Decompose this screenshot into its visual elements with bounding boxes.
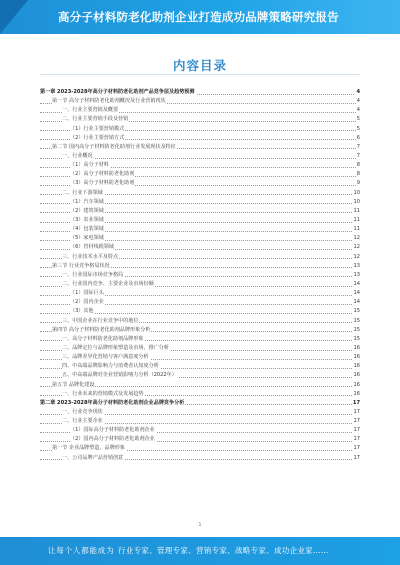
toc-entry-page: 17: [353, 426, 360, 435]
toc-entry[interactable]: [40, 444, 360, 453]
toc-entry[interactable]: [40, 353, 360, 362]
toc-entry-page: 13: [353, 262, 360, 271]
toc-entry-title: （5）家电领域: [70, 234, 105, 243]
header-banner: [0, 0, 400, 34]
toc-entry-title: 二、行业国内竞争、主要企业及市场份额: [62, 280, 155, 289]
toc-entry-page: 15: [353, 335, 360, 344]
toc-entry-title: 一、公司品牌产品营销创意: [62, 454, 124, 463]
toc-entry-title: （6）管材线缆领域: [70, 243, 115, 252]
toc-entry-page: 11: [353, 207, 360, 216]
toc-entry-title: 二、行业主要企业: [62, 417, 104, 426]
toc-entry-page: 15: [353, 326, 360, 335]
toc-entry[interactable]: [40, 362, 360, 371]
toc-entry-page: 7: [356, 143, 360, 152]
toc-entry-page: 4: [355, 88, 360, 97]
toc-entry-title: 三、行业技术水平及特点: [62, 253, 119, 262]
toc-entry-page: 4: [356, 97, 360, 106]
toc-entry-title: 第五节 品牌化建设: [52, 381, 95, 390]
toc-entry-title: （3）其他: [70, 307, 95, 316]
toc-entry[interactable]: [40, 271, 360, 280]
toc-entry-title: 一、行业国际市场竞争格局: [62, 271, 124, 280]
toc-entry-page: 4: [356, 106, 360, 115]
toc-entry[interactable]: [40, 280, 360, 289]
toc-entry-page: 11: [353, 225, 360, 234]
document-title: 高分子材料防老化助剂企业打造成功品牌策略研究报告: [58, 10, 339, 24]
toc-entry-page: 17: [353, 444, 360, 453]
toc-entry-page: 17: [353, 408, 360, 417]
toc-entry-page: 14: [353, 289, 360, 298]
toc-entry[interactable]: [40, 399, 360, 408]
toc-entry-title: 第四节 高分子材料防老化助剂品牌形象分析: [52, 326, 151, 335]
toc-entry-page: 16: [353, 390, 360, 399]
toc-entry-title: （2）行业主要营销方式: [70, 134, 125, 143]
footer-slogan: 让每个人都能成为: [48, 546, 115, 555]
toc-entry-title: 二、行业下游领域: [62, 189, 104, 198]
toc-entry-title: 三、品牌差异化营销与客户满意度分析: [62, 353, 150, 362]
toc-entry[interactable]: [40, 408, 360, 417]
toc-entry[interactable]: [40, 371, 360, 380]
toc-entry-page: 5: [356, 115, 360, 124]
toc-entry-page: 7: [356, 152, 360, 161]
toc-entry-title: （3）高分子材料防老化助剂: [70, 179, 135, 188]
toc-entry[interactable]: [40, 234, 360, 243]
toc-entry-title: （2）高分子材料防老化助剂: [70, 170, 135, 179]
toc-entry-page: 14: [353, 298, 360, 307]
toc-entry[interactable]: [40, 298, 360, 307]
toc-entry-title: 一、行业概况: [62, 152, 94, 161]
toc-entry-title: 一、高分子材料防老化助剂品牌形象: [62, 335, 145, 344]
toc-entry-title: 第一章 2023-2028年高分子材料防老化助剂产品竞争层及趋势预测: [40, 88, 196, 97]
toc-divider: [40, 74, 360, 75]
toc-entry-page: 15: [353, 317, 360, 326]
toc-entry-title: （1）国际高分子材料防老化助剂企业: [70, 426, 156, 435]
footer-roles: 行业专家、管理专家、营销专家、战略专家、成功企业家……: [118, 546, 329, 555]
toc-entry[interactable]: [40, 134, 360, 143]
toc-entry-title: 第二章 2023-2028年高分子材料防老化助剂企业品牌竞争分析: [40, 399, 185, 408]
toc-entry[interactable]: [40, 198, 360, 207]
toc-entry-page: 10: [353, 198, 360, 207]
toc-entry-page: 15: [353, 307, 360, 316]
table-of-contents: [40, 88, 360, 463]
toc-entry-page: 17: [353, 417, 360, 426]
toc-entry[interactable]: [40, 207, 360, 216]
toc-entry[interactable]: [40, 381, 360, 390]
toc-entry-title: （1）汽车领域: [70, 198, 105, 207]
toc-entry[interactable]: [40, 307, 360, 316]
toc-entry-title: 第一节 企业品牌塑造、品牌形象: [52, 444, 126, 453]
toc-entry-page: 17: [353, 435, 360, 444]
toc-entry-title: （2）建筑领域: [70, 207, 105, 216]
toc-entry-page: 13: [353, 271, 360, 280]
toc-entry-title: 五、中高端品牌对企业营销影响力分析（2022年）: [62, 371, 178, 380]
toc-entry-title: 第三节 行业竞争格局状况: [52, 262, 111, 271]
header-accent-shape: [0, 0, 28, 34]
page-number: 1: [198, 522, 202, 528]
toc-entry-title: （4）包装领域: [70, 225, 105, 234]
toc-entry-title: 第二节 国内高分子材料防老化助剂行业发展现状及特征: [52, 143, 177, 152]
toc-entry-title: 二、行业主要营销手段及营销: [62, 115, 129, 124]
toc-entry-title: 一、行业主要营销及概要: [62, 106, 119, 115]
toc-entry-page: 5: [356, 125, 360, 134]
toc-entry-title: （1）国际巨头: [70, 289, 105, 298]
toc-entry-page: 10: [353, 189, 360, 198]
toc-entry[interactable]: [40, 289, 360, 298]
toc-entry-page: 12: [353, 243, 360, 252]
toc-entry-page: 12: [353, 234, 360, 243]
toc-entry-page: 16: [353, 344, 360, 353]
toc-entry-page: 11: [353, 216, 360, 225]
toc-entry[interactable]: [40, 435, 360, 444]
toc-entry[interactable]: [40, 417, 360, 426]
toc-entry[interactable]: [40, 317, 360, 326]
toc-entry[interactable]: [40, 161, 360, 170]
toc-entry-title: （1）高分子材料: [70, 161, 110, 170]
toc-entry-page: 12: [353, 253, 360, 262]
toc-entry[interactable]: [40, 106, 360, 115]
toc-entry[interactable]: [40, 426, 360, 435]
toc-entry-title: 第一节 高分子材料防老化助剂概况及行业营销现状: [52, 97, 167, 106]
toc-entry[interactable]: [40, 97, 360, 106]
toc-entry[interactable]: [40, 454, 360, 463]
toc-entry[interactable]: [40, 243, 360, 252]
toc-entry-page: 16: [353, 353, 360, 362]
toc-entry[interactable]: [40, 143, 360, 152]
toc-entry-page: 16: [353, 371, 360, 380]
toc-entry-page: 17: [353, 454, 360, 463]
toc-entry-page: 16: [353, 362, 360, 371]
toc-entry-title: （3）农业领域: [70, 216, 105, 225]
toc-entry[interactable]: [40, 125, 360, 134]
toc-entry[interactable]: [40, 390, 360, 399]
toc-entry-page: 16: [353, 381, 360, 390]
toc-entry[interactable]: [40, 152, 360, 161]
toc-entry[interactable]: [40, 189, 360, 198]
toc-entry-title: 一、行业竞争现状: [62, 408, 104, 417]
toc-entry[interactable]: [40, 225, 360, 234]
toc-entry[interactable]: [40, 216, 360, 225]
toc-entry[interactable]: [40, 344, 360, 353]
toc-entry[interactable]: [40, 335, 360, 344]
toc-entry[interactable]: [40, 88, 360, 97]
toc-entry-title: 四、中高端品牌影响力与消费者认知度分析: [62, 362, 160, 371]
toc-entry-page: 9: [356, 179, 360, 188]
toc-heading: 内容目录: [172, 58, 227, 73]
toc-entry[interactable]: [40, 253, 360, 262]
toc-entry[interactable]: [40, 179, 360, 188]
toc-entry-title: （2）国内企业: [70, 298, 105, 307]
footer-banner: [0, 537, 400, 565]
toc-entry[interactable]: [40, 115, 360, 124]
toc-entry-page: 8: [356, 161, 360, 170]
toc-entry-title: （2）国内高分子材料防老化助剂企业: [70, 435, 156, 444]
toc-entry-title: 三、中国企业在行业竞争中的地位: [62, 317, 139, 326]
toc-entry-page: 17: [352, 399, 360, 408]
toc-entry-page: 6: [356, 134, 360, 143]
toc-entry[interactable]: [40, 326, 360, 335]
toc-entry-title: 一、行业未来的营销模式及发展趋势: [62, 390, 145, 399]
toc-entry[interactable]: [40, 262, 360, 271]
toc-entry-page: 8: [356, 170, 360, 179]
toc-entry-title: 二、品牌定位与品牌形象塑造及市场、推广分析: [62, 344, 170, 353]
toc-entry-page: 14: [353, 280, 360, 289]
toc-entry-title: （1）行业主要营销模式: [70, 125, 125, 134]
toc-entry[interactable]: [40, 170, 360, 179]
